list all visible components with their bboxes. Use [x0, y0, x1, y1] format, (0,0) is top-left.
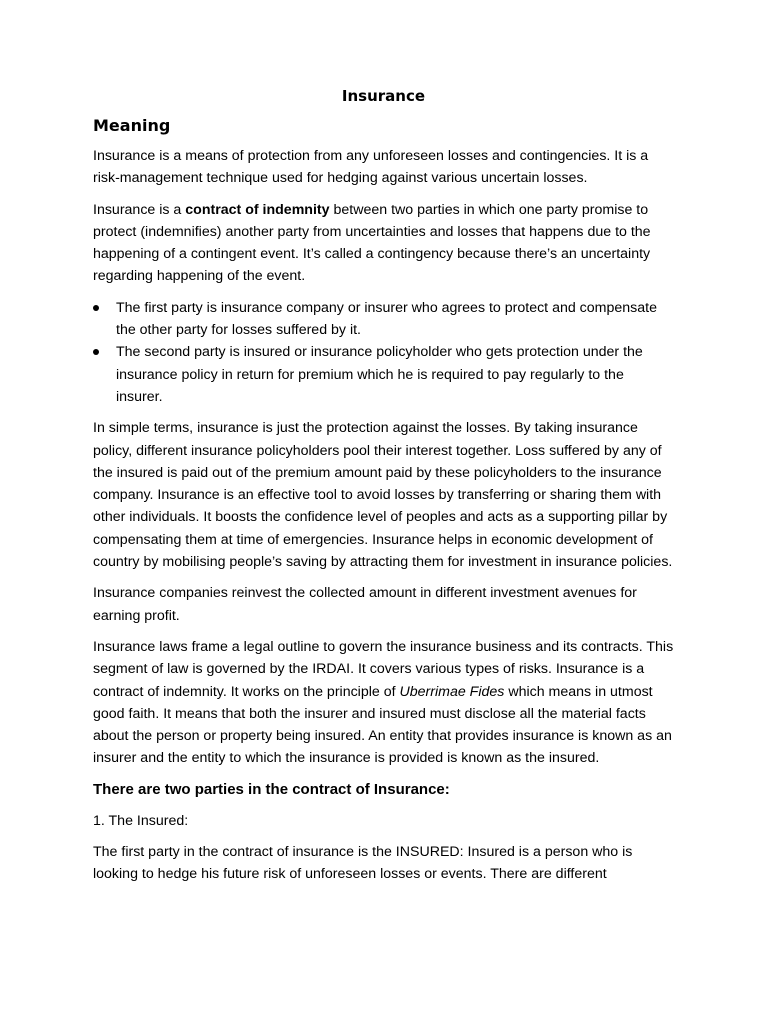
paragraph-text: between two parties in which one party promise to protect (indemnifies) another party from uncertainties and losses that happens due to the happening of a contingent event. It’s called a contingency because there’s an uncertainty regarding happening of the event. — [93, 201, 651, 285]
subheading-two-parties: There are two parties in the contract of Insurance: — [93, 780, 450, 798]
bullet-text: The first party is insurance company or insurer who agrees to protect and compensate the other party for losses suffered by it. — [116, 299, 657, 339]
paragraph-insured-definition: The first party in the contract of insurance is the INSURED: Insured is a person who is looking to hedge his future risk of unforeseen losses or events. There are different — [93, 844, 633, 883]
numbered-item-insured: 1. The Insured: — [93, 812, 189, 829]
paragraph-definition: Insurance is a means of protection from any unforeseen losses and contingencies. It is a risk-management technique used for hedging against various uncertain losses. — [93, 148, 649, 187]
bullet-icon — [93, 349, 99, 355]
italic-term-uberrimae-fides: Uberrimae Fides — [399, 683, 505, 700]
parties-bullet-list — [93, 297, 674, 408]
paragraph-simple-terms: In simple terms, insurance is just the protection against the losses. By taking insurance policy, different insurance policyholders pool their interest together. Loss suffered by any of the insured is paid out of the premium amount paid by these policyholders to the insurance company. Insurance is an effective tool to avoid losses by transferring or sharing them with other individuals. It boosts the confidence level of peoples and acts as a supporting pillar by compensating them at time of emergencies. Insurance helps in economic development of country by mobilising people’s saving by attracting them for investment in insurance policies. — [93, 420, 673, 571]
bold-term-contract-of-indemnity: contract of indemnity — [185, 201, 330, 218]
paragraph-reinvest: Insurance companies reinvest the collected amount in different investment avenues for earning profit. — [93, 585, 637, 624]
paragraph-text: Insurance laws frame a legal outline to govern the insurance business and its contracts. This segment of law is governed by the IRDAI. It covers various types of risks. Insurance is a contract of indemnity. It works on the principle of — [93, 638, 674, 700]
bullet-text: The second party is insured or insurance policyholder who gets protection under the insurance policy in return for premium which he is required to pay regularly to the insurer. — [116, 344, 643, 405]
paragraph-insurance-laws — [93, 636, 674, 770]
bullet-item-first-party — [116, 297, 674, 342]
section-heading-meaning: Meaning — [93, 116, 171, 135]
paragraph-text: Insurance is a — [93, 201, 186, 218]
bullet-icon — [93, 305, 99, 311]
paragraph-text: which means in utmost good faith. It means that both the insurer and insured must disclose all the material facts about the person or property being insured. An entity that provides insurance is known as an insurer and the entity to which the insurance is provided is known as the insured. — [93, 683, 672, 767]
bullet-item-second-party — [116, 341, 674, 408]
document-title: Insurance — [341, 87, 426, 105]
paragraph-contract-of-indemnity — [93, 199, 674, 288]
